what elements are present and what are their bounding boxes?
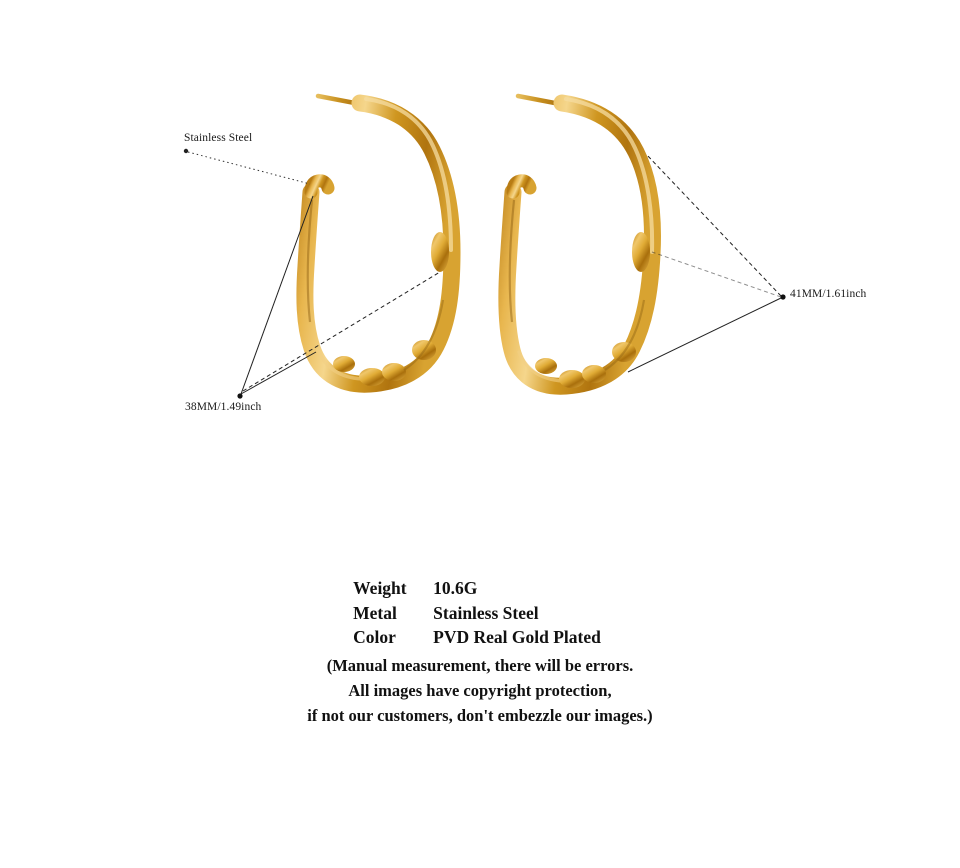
spec-label-color: Color	[353, 627, 396, 647]
earring-right	[507, 96, 653, 388]
spec-value-metal: Stainless Steel	[433, 602, 539, 623]
spec-label-metal: Metal	[353, 602, 397, 623]
specifications	[0, 576, 960, 728]
spec-row	[353, 625, 601, 650]
disclaimer-note	[0, 653, 960, 728]
note-line: (Manual measurement, there will be errors.	[326, 655, 634, 675]
annotation-lines	[184, 149, 786, 399]
note-line: All images have copyright protection,	[348, 680, 612, 700]
note-line: if not our customers, don't embezzle our images.)	[307, 705, 653, 725]
callout-material: Stainless Steel	[184, 132, 253, 144]
spec-table	[353, 576, 601, 650]
earring-left	[305, 96, 452, 386]
spec-row	[353, 601, 601, 626]
spec-value-color: PVD Real Gold Plated	[433, 627, 601, 647]
callout-width: 38MM/1.49inch	[185, 401, 262, 413]
spec-label-weight: Weight	[353, 578, 407, 598]
spec-value-weight: 10.6G	[433, 578, 478, 598]
callout-height: 41MM/1.61inch	[790, 288, 867, 300]
spec-row	[353, 576, 601, 601]
